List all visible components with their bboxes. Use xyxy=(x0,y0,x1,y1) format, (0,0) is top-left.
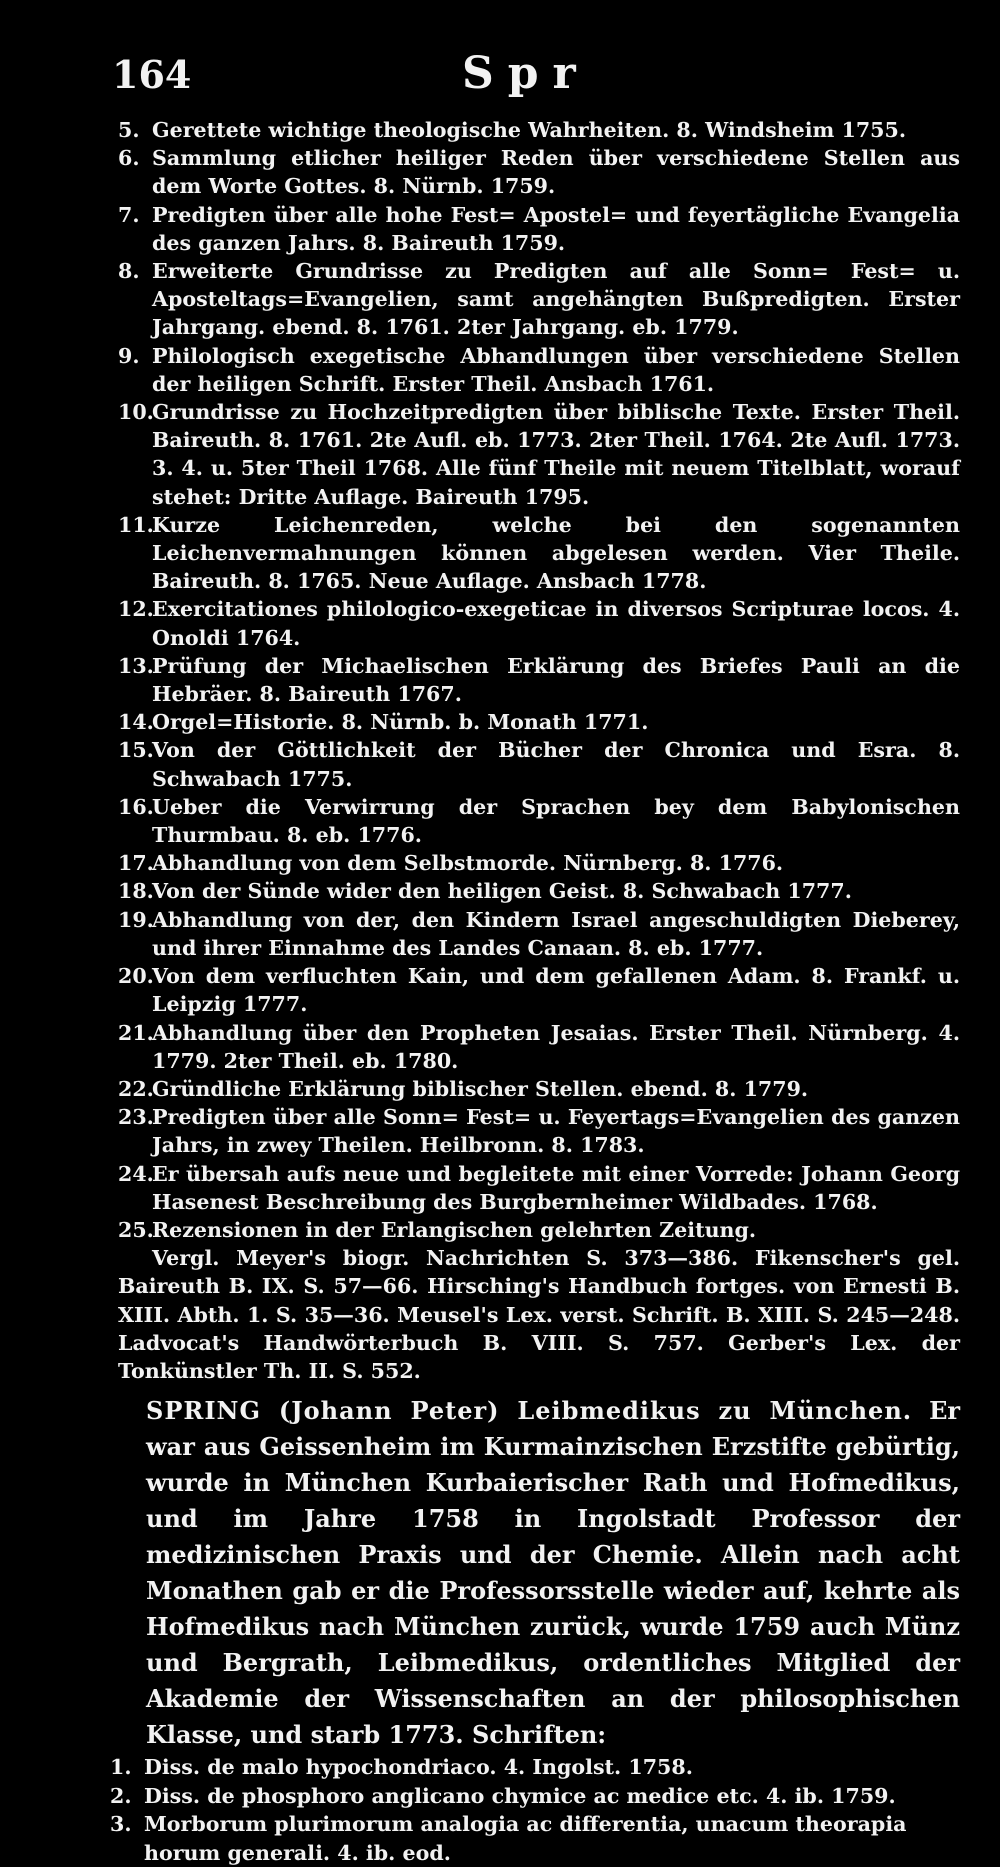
works-list xyxy=(110,1753,960,1867)
item-number: 6. xyxy=(118,146,140,171)
list-item xyxy=(110,1753,960,1782)
item-text: Orgel=Historie. 8. Nürnb. b. Monath 1771. xyxy=(152,710,649,735)
item-number: 16. xyxy=(118,794,154,819)
list-item xyxy=(118,906,960,962)
item-number: 2. xyxy=(110,1783,132,1808)
item-text: Philologisch exegetische Abhandlungen über verschiedene Stellen der heiligen Schrift. Erster Theil. Ansbach 1761. xyxy=(152,343,960,396)
item-number: 13. xyxy=(118,653,154,678)
item-number: 20. xyxy=(118,964,154,989)
list-item xyxy=(118,116,960,144)
list-item xyxy=(118,398,960,511)
item-text: Gerettete wichtige theologische Wahrheiten. 8. Windsheim 1755. xyxy=(152,118,907,142)
list-item xyxy=(118,144,960,200)
item-text: Er übersah aufs neue und begleitete mit einer Vorrede: Johann Georg Hasenest Beschreibung des Burgbernheimer Wildbades. 1768. xyxy=(152,1161,960,1214)
item-number: 8. xyxy=(118,259,140,284)
item-text: Abhandlung über den Propheten Jesaias. Erster Theil. Nürnberg. 4. 1779. 2ter Theil. eb. 1780. xyxy=(152,1020,960,1073)
item-number: 3. xyxy=(110,1812,132,1837)
item-text: Sammlung etlicher heiliger Reden über verschiedene Stellen aus dem Worte Gottes. 8. Nürnb. 1759. xyxy=(152,146,960,199)
item-number: 15. xyxy=(118,738,154,763)
list-item xyxy=(118,736,960,792)
list-item xyxy=(110,1810,960,1867)
item-number: 17. xyxy=(118,851,154,876)
list-item xyxy=(118,511,960,596)
biography-entry xyxy=(146,1393,960,1753)
item-number: 18. xyxy=(118,879,154,904)
item-text: Von dem verfluchten Kain, und dem gefallenen Adam. 8. Frankf. u. Leipzig 1777. xyxy=(152,964,960,1017)
item-text: Diss. de malo hypochondriaco. 4. Ingolst. 1758. xyxy=(144,1755,693,1780)
item-text: Abhandlung von der, den Kindern Israel angeschuldigten Dieberey, und ihrer Einnahme des Landes Canaan. 8. eb. 1777. xyxy=(152,907,960,960)
item-text: Exercitationes philologico-exegeticae in diversos Scripturae locos. 4. Onoldi 1764. xyxy=(152,597,960,650)
list-item xyxy=(110,1782,960,1811)
item-number: 23. xyxy=(118,1105,154,1130)
item-text: Abhandlung von dem Selbstmorde. Nürnberg. 8. 1776. xyxy=(152,851,784,876)
references-paragraph: Vergl. Meyer's biogr. Nachrichten S. 373—386. Fikenscher's gel. Baireuth B. IX. S. 57—66. Hirsching's Handbuch fortges. von Ernesti B. XIII. Abth. 1. S. 35—36. Meusel's Lex. verst. Schrift. B. XIII. S. 245—248. Ladvocat's Handwörterbuch B. VIII. S. 757. Gerber's Lex. der Tonkünstler Th. II. S. 552. xyxy=(118,1246,960,1383)
running-head: Spr xyxy=(462,48,590,99)
list-item xyxy=(118,595,960,651)
item-number: 12. xyxy=(118,597,154,622)
item-number: 9. xyxy=(118,343,140,368)
list-item xyxy=(118,1216,960,1244)
list-item xyxy=(118,257,960,342)
list-item xyxy=(118,1075,960,1103)
list-item xyxy=(118,1160,960,1216)
item-text: Erweiterte Grundrisse zu Predigten auf alle Sonn= Fest= u. Aposteltags=Evangelien, samt angehängten Bußpredigten. Erster Jahrgang. ebend. 8. 1761. 2ter Jahrgang. eb. 1779. xyxy=(152,259,960,340)
item-text: Predigten über alle hohe Fest= Apostel= und feyertägliche Evangelia des ganzen Jahrs. 8. Baireuth 1759. xyxy=(152,202,960,255)
item-text: Rezensionen in der Erlangischen gelehrten Zeitung. xyxy=(152,1217,757,1242)
list-item xyxy=(118,877,960,905)
item-text: Predigten über alle Sonn= Fest= u. Feyertags=Evangelien des ganzen Jahrs, in zwey Theilen. Heilbronn. 8. 1783. xyxy=(152,1105,960,1158)
item-number: 5. xyxy=(118,118,140,142)
item-text: Von der Sünde wider den heiligen Geist. 8. Schwabach 1777. xyxy=(152,879,852,904)
list-item xyxy=(118,342,960,398)
item-number: 22. xyxy=(118,1076,154,1101)
item-number: 1. xyxy=(110,1755,132,1780)
biography-text: Er war aus Geissenheim im Kurmainzischen Erzstifte gebürtig, wurde in München Kurbaierischer Rath und Hofmedikus, und im Jahre 1758 in Ingolstadt Professor der medizinischen Praxis und der Chemie. Allein nach acht Monathen gab er die Professorsstelle wieder auf, kehrte als Hofmedikus nach München zurück, wurde 1759 auch Münz und Bergrath, Leibmedikus, ordentliches Mitglied der Akademie der Wissenschaften an der philosophischen Klasse, und starb 1773. Schriften: xyxy=(146,1396,961,1750)
item-number: 11. xyxy=(118,512,154,537)
item-text: Prüfung der Michaelischen Erklärung des Briefes Pauli an die Hebräer. 8. Baireuth 1767. xyxy=(152,653,960,707)
item-text: Grundrisse zu Hochzeitpredigten über biblische Texte. Erster Theil. Baireuth. 8. 1761. 2te Aufl. eb. 1773. 2ter Theil. 1764. 2te Aufl. 1773. 3. 4. u. 5ter Theil 1768. Alle fünf Theile mit neuem Titelblatt, worauf stehet: Dritte Auflage. Baireuth 1795. xyxy=(152,400,960,509)
item-number: 21. xyxy=(118,1020,154,1045)
item-text: Von der Göttlichkeit der Bücher der Chronica und Esra. 8. Schwabach 1775. xyxy=(152,738,960,791)
item-number: 10. xyxy=(118,400,154,425)
bibliography-list xyxy=(118,116,960,1244)
item-number: 25. xyxy=(118,1217,154,1242)
item-text: Kurze Leichenreden, welche bei den sogenannten Leichenvermahnungen können abgelesen werden. Vier Theile. Baireuth. 8. 1765. Neue Auflage. Ansbach 1778. xyxy=(152,512,960,594)
item-number: 7. xyxy=(118,202,140,227)
list-item xyxy=(118,201,960,257)
page-number: 164 xyxy=(112,52,192,97)
list-item xyxy=(118,793,960,849)
list-item xyxy=(118,708,960,736)
list-item xyxy=(118,962,960,1018)
list-item xyxy=(118,849,960,877)
item-text: Morborum plurimorum analogia ac differentia, unacum theorapia horum generali. 4. ib. eod. xyxy=(144,1812,907,1865)
item-text: Gründliche Erklärung biblischer Stellen. ebend. 8. 1779. xyxy=(152,1076,809,1101)
item-number: 24. xyxy=(118,1161,154,1186)
item-number: 14. xyxy=(118,710,154,735)
list-item xyxy=(118,652,960,708)
page-header xyxy=(112,48,960,112)
item-text: Ueber die Verwirrung der Sprachen bey dem Babylonischen Thurmbau. 8. eb. 1776. xyxy=(152,794,960,848)
list-item xyxy=(118,1103,960,1159)
item-text: Diss. de phosphoro anglicano chymice ac medice etc. 4. ib. 1759. xyxy=(144,1783,896,1808)
list-item xyxy=(118,1019,960,1075)
biography-heading: SPRING (Johann Peter) Leibmedikus zu München. xyxy=(146,1396,913,1426)
item-number: 19. xyxy=(118,907,154,932)
